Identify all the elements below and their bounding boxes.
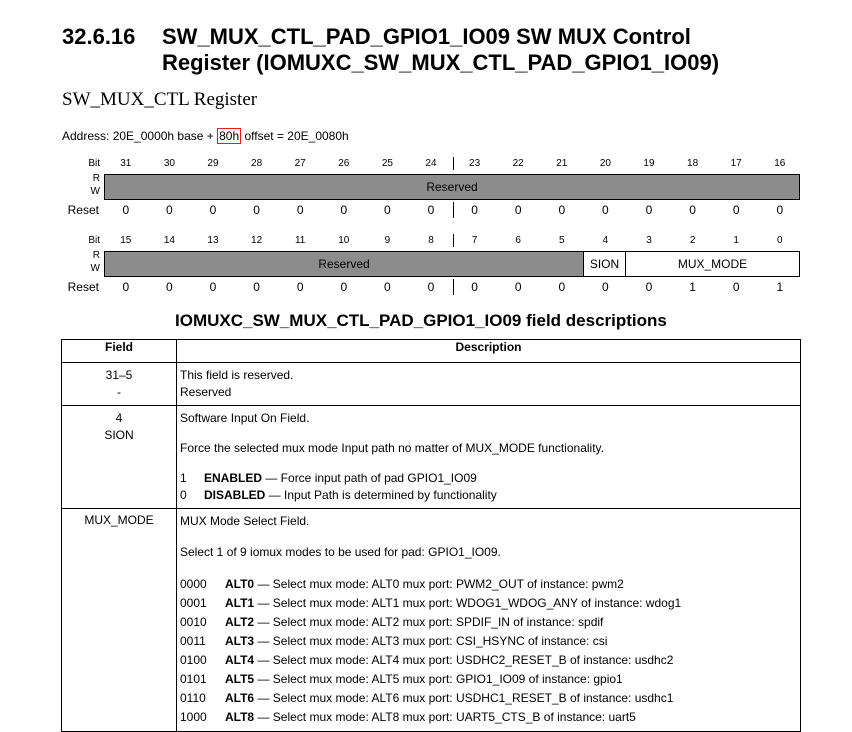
bit-number: 9	[384, 235, 391, 246]
reset-value: 0	[602, 203, 609, 217]
reset-value: 0	[122, 203, 130, 217]
address-prefix: Address: 20E_0000h base +	[62, 129, 218, 143]
bit-number: 18	[687, 158, 699, 169]
option-code: 0	[180, 488, 187, 502]
bit-number: 2	[689, 235, 696, 246]
reset-value: 1	[776, 280, 784, 294]
reset-value: 0	[253, 280, 260, 294]
alt-name: ALT6	[225, 691, 255, 705]
bit-number: 31	[120, 158, 132, 169]
alt-mode-row	[180, 632, 797, 651]
alt-code: 0011	[180, 634, 206, 648]
bit-number: 4	[602, 235, 609, 246]
description-text: This field is reserved.	[180, 368, 294, 382]
reset-value: 0	[427, 280, 435, 294]
bit-number: 19	[643, 158, 655, 169]
bit-number: 0	[777, 235, 783, 246]
bit-number: 1	[733, 235, 739, 246]
alt-name: ALT8	[225, 710, 255, 724]
reset-value: 1	[689, 280, 696, 294]
address-offset-highlight: 80h	[219, 129, 240, 143]
bit-number: 6	[515, 235, 521, 246]
bit-number: 24	[425, 158, 437, 169]
description-text: Software Input On Field.	[180, 411, 310, 425]
alt-text: — Select mux mode: ALT8 mux port: UART5_CTS_B of instance: uart5	[254, 710, 636, 724]
register-subheading: SW_MUX_CTL Register	[62, 89, 258, 110]
reserved-field-upper: Reserved	[104, 174, 800, 200]
reset-value: 0	[558, 203, 566, 217]
bit-number: 27	[294, 158, 306, 169]
bit-number: 28	[251, 158, 263, 169]
description-cell	[177, 363, 801, 406]
bit-number: 15	[120, 235, 132, 246]
description-text: Select 1 of 9 iomux modes to be used for pad: GPIO1_IO09.	[180, 545, 501, 559]
table-header-row	[62, 340, 801, 363]
reset-value: 0	[296, 280, 304, 294]
reset-value: 0	[558, 280, 566, 294]
register-diagram-upper	[62, 156, 800, 226]
alt-text: — Select mux mode: ALT2 mux port: SPDIF_IN of instance: spdif	[254, 615, 604, 629]
alt-name: ALT3	[225, 634, 255, 648]
reset-value: 0	[340, 203, 348, 217]
read-label: R	[92, 173, 100, 184]
bit-number: 7	[471, 235, 478, 246]
bit-number: 26	[338, 158, 350, 169]
bit-number: 3	[646, 235, 652, 246]
field-name: MUX_MODE	[84, 513, 154, 527]
bit-number: 16	[774, 158, 786, 169]
reserved-field-lower: Reserved	[104, 251, 584, 277]
alt-mode-row	[180, 613, 797, 632]
alt-code: 0101	[180, 672, 207, 686]
alt-code: 0110	[180, 691, 206, 705]
option-row	[180, 470, 797, 487]
bit-number: 14	[163, 235, 175, 246]
reset-value: 0	[209, 203, 217, 217]
bit-number: 25	[381, 158, 393, 169]
reset-value: 0	[514, 203, 522, 217]
alt-text: — Select mux mode: ALT4 mux port: USDHC2_RESET_B of instance: usdhc2	[254, 653, 674, 667]
description-text: MUX Mode Select Field.	[180, 514, 310, 528]
alt-code: 1000	[180, 710, 207, 724]
reset-value: 0	[253, 203, 260, 217]
reset-value: 0	[209, 280, 217, 294]
write-label: W	[90, 263, 100, 274]
alt-text: — Select mux mode: ALT0 mux port: PWM2_OUT of instance: pwm2	[254, 577, 624, 591]
alt-mode-row	[180, 689, 797, 708]
option-name: ENABLED	[204, 471, 263, 485]
alt-mode-row	[180, 594, 797, 613]
alt-text: — Select mux mode: ALT5 mux port: GPIO1_IO09 of instance: gpio1	[254, 672, 623, 686]
reset-value: 0	[384, 203, 391, 217]
reset-value: 0	[340, 280, 348, 294]
option-name: DISABLED	[204, 488, 266, 502]
field-cell	[62, 509, 177, 732]
bit-number: 21	[556, 158, 568, 169]
field-name: SION	[104, 428, 134, 442]
section-number: 32.6.16	[62, 24, 136, 49]
section-title-line2: Register (IOMUXC_SW_MUX_CTL_PAD_GPIO1_IO09)	[162, 50, 720, 75]
reset-value: 0	[645, 203, 653, 217]
reset-value: 0	[732, 280, 740, 294]
alt-name: ALT1	[225, 596, 255, 610]
description-cell	[177, 406, 801, 509]
description-column-header: Description	[177, 340, 801, 363]
alt-name: ALT5	[225, 672, 255, 686]
reset-value: 0	[732, 203, 740, 217]
option-text: — Input Path is determined by functionality	[265, 488, 497, 502]
bit-number: 29	[207, 158, 219, 169]
register-diagram-lower	[62, 233, 800, 303]
address-suffix: offset = 20E_0080h	[241, 129, 349, 143]
option-text: — Force input path of pad GPIO1_IO09	[262, 471, 477, 485]
bit-number: 11	[294, 235, 306, 246]
write-label: W	[90, 186, 100, 197]
bit-number: 10	[338, 235, 350, 246]
reset-value: 0	[122, 280, 130, 294]
sion-field: SION	[583, 251, 626, 277]
alt-mode-row	[180, 575, 797, 594]
reset-value: 0	[427, 203, 435, 217]
field-bits: 4	[115, 411, 123, 425]
table-title: IOMUXC_SW_MUX_CTL_PAD_GPIO1_IO09 field descriptions	[175, 311, 667, 330]
alt-code: 0001	[180, 596, 207, 610]
alt-text: — Select mux mode: ALT3 mux port: CSI_HSYNC of instance: csi	[254, 634, 608, 648]
alt-mode-row	[180, 651, 797, 670]
reset-value: 0	[471, 203, 478, 217]
bit-number: 22	[512, 158, 524, 169]
reset-value: 0	[514, 280, 522, 294]
bit-number: 12	[251, 235, 263, 246]
alt-code: 0000	[180, 577, 207, 591]
bit-label: Bit	[88, 158, 100, 169]
reset-value: 0	[166, 203, 173, 217]
alt-name: ALT4	[225, 653, 255, 667]
bit-number: 8	[428, 235, 434, 246]
alt-name: ALT0	[225, 577, 255, 591]
alt-mode-row	[180, 670, 797, 689]
reset-value: 0	[296, 203, 304, 217]
alt-text: — Select mux mode: ALT1 mux port: WDOG1_WDOG_ANY of instance: wdog1	[254, 596, 682, 610]
section-title-line1: SW_MUX_CTL_PAD_GPIO1_IO09 SW MUX Control	[162, 24, 691, 49]
table-row	[62, 406, 801, 509]
alt-text: — Select mux mode: ALT6 mux port: USDHC1_RESET_B of instance: usdhc1	[254, 691, 674, 705]
reset-value: 0	[384, 280, 391, 294]
reset-value: 0	[471, 280, 478, 294]
bit-number: 13	[207, 235, 219, 246]
description-text: Reserved	[180, 385, 232, 399]
table-row	[62, 363, 801, 406]
read-label: R	[92, 250, 100, 261]
option-row	[180, 487, 797, 504]
alt-name: ALT2	[225, 615, 255, 629]
field-bits: 31–5	[105, 368, 133, 382]
register-address	[62, 128, 349, 144]
field-description-table	[61, 339, 801, 732]
bit-number: 5	[559, 235, 565, 246]
option-code: 1	[180, 471, 187, 485]
alt-mode-list	[180, 575, 797, 727]
field-column-header: Field	[62, 340, 177, 363]
field-cell	[62, 363, 177, 406]
reset-value: 0	[166, 280, 173, 294]
reset-label: Reset	[67, 280, 99, 294]
reset-value: 0	[689, 203, 696, 217]
bit-number: 20	[599, 158, 611, 169]
description-text: Force the selected mux mode Input path no matter of MUX_MODE functionality.	[180, 441, 604, 455]
mux-mode-field: MUX_MODE	[625, 251, 800, 277]
bit-number: 23	[469, 158, 481, 169]
alt-code: 0100	[180, 653, 207, 667]
alt-code: 0010	[180, 615, 207, 629]
reset-value: 0	[645, 280, 653, 294]
reset-value: 0	[602, 280, 609, 294]
bit-label: Bit	[88, 235, 100, 246]
reset-value: 0	[776, 203, 784, 217]
field-name: -	[117, 385, 121, 399]
table-row	[62, 509, 801, 732]
reset-label: Reset	[67, 203, 99, 217]
alt-mode-row	[180, 708, 797, 727]
bit-number: 30	[163, 158, 175, 169]
description-cell	[177, 509, 801, 732]
bit-number: 17	[730, 158, 742, 169]
field-cell	[62, 406, 177, 509]
